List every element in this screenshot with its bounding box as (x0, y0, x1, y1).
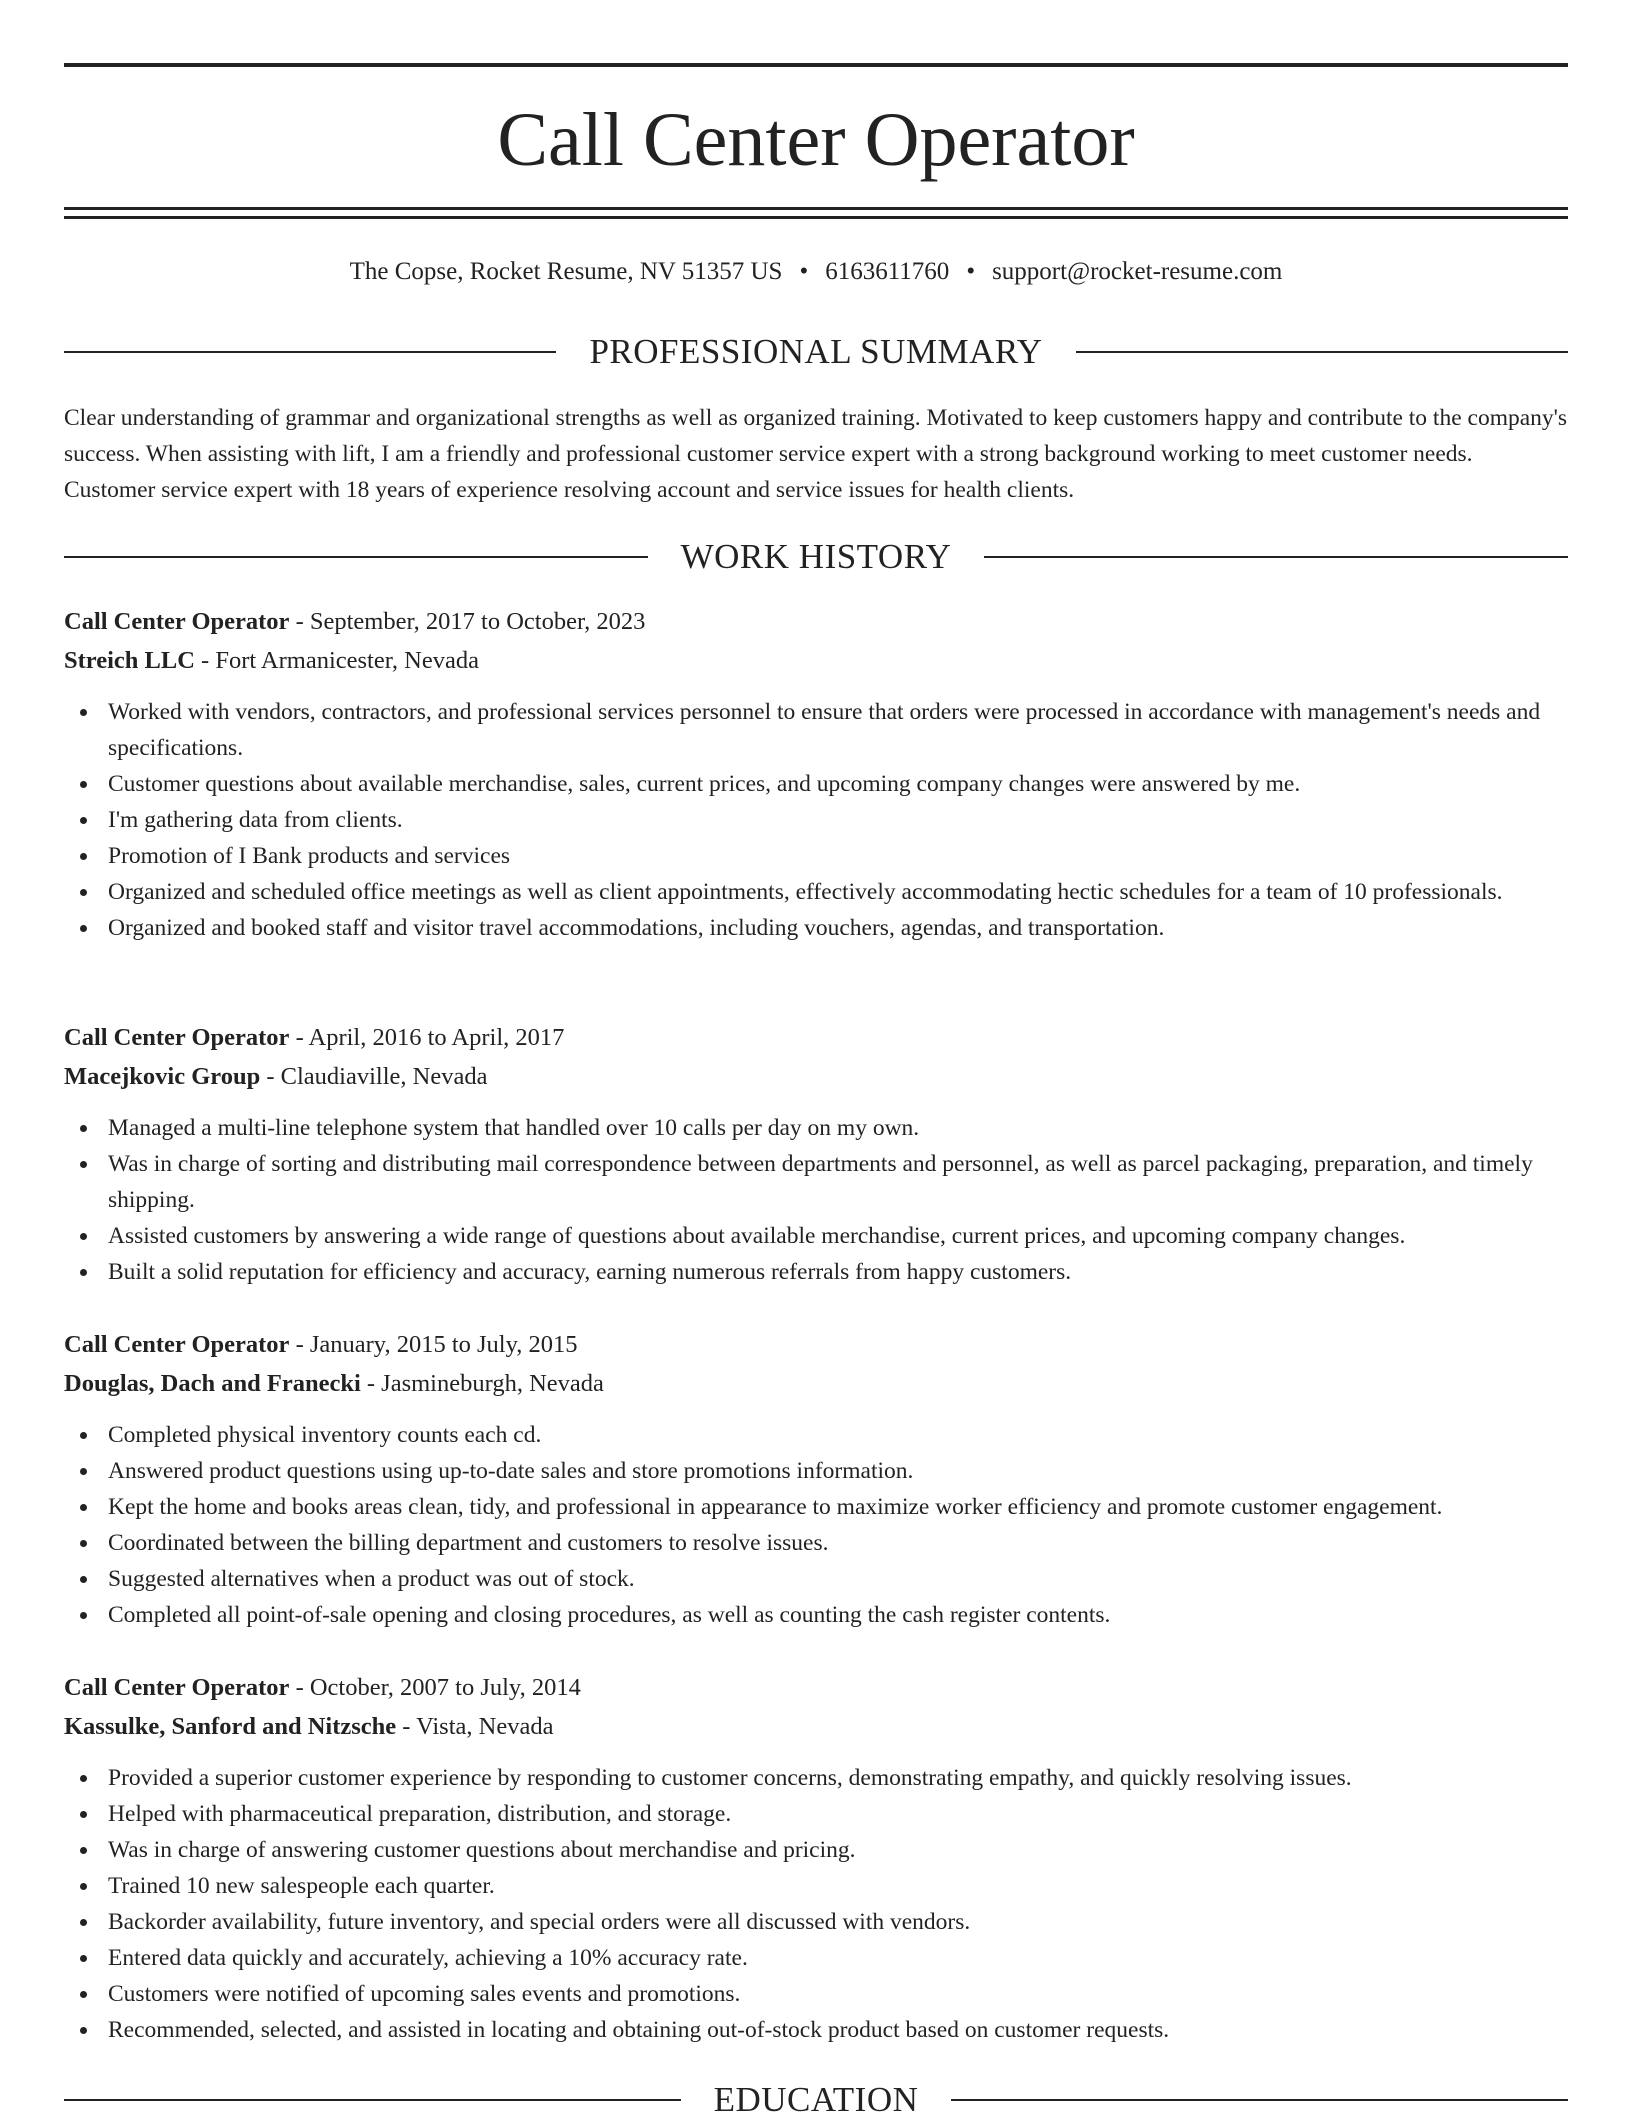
list-item: Kept the home and books areas clean, tidy, and professional in appearance to maximize worker efficiency and promote customer engagement. (64, 1489, 1568, 1525)
section-rule (984, 556, 1568, 558)
contact-separator: • (966, 258, 976, 285)
section-rule (1076, 351, 1568, 353)
job-role: Call Center Operator (64, 1331, 290, 1358)
list-item: Trained 10 new salespeople each quarter. (64, 1868, 1568, 1904)
section-rule (951, 2099, 1568, 2101)
job-dates: - October, 2007 to July, 2014 (289, 1674, 581, 1701)
contact-phone: 6163611760 (825, 258, 950, 285)
job-bullets (64, 1760, 1568, 2048)
job-dates: - January, 2015 to July, 2015 (289, 1331, 578, 1358)
job-location: - Fort Armanicester, Nevada (194, 647, 479, 674)
summary-text: Clear understanding of grammar and organizational strengths as well as organized training. Motivated to keep customers happy and contribute to the company's success. When assisting with lift, I am a friendly and professional customer service expert with a strong background working to meet customer needs. Customer service expert with 18 years of experience resolving account and service issues for health clients. (64, 405, 1568, 503)
contact-email: support@rocket-resume.com (992, 258, 1283, 285)
list-item: Helped with pharmaceutical preparation, distribution, and storage. (64, 1796, 1568, 1832)
list-item: Completed physical inventory counts each cd. (64, 1417, 1568, 1453)
list-item: Was in charge of sorting and distributing mail correspondence between departments and personnel, as well as parcel packaging, preparation, and timely shipping. (64, 1146, 1568, 1218)
job-company: Douglas, Dach and Franecki (64, 1370, 361, 1397)
section-heading-summary (64, 327, 1568, 377)
contact-address: The Copse, Rocket Resume, NV 51357 US (349, 258, 783, 285)
list-item: Provided a superior customer experience by responding to customer concerns, demonstrating empathy, and quickly resolving issues. (64, 1760, 1568, 1796)
list-item: Organized and booked staff and visitor travel accommodations, including vouchers, agendas, and transportation. (64, 910, 1568, 946)
list-item: Recommended, selected, and assisted in locating and obtaining out-of-stock product based on customer requests. (64, 2012, 1568, 2048)
job-entry (64, 1018, 1568, 1290)
resume-title: Call Center Operator (497, 98, 1135, 182)
list-item: Built a solid reputation for efficiency and accuracy, earning numerous referrals from happy customers. (64, 1254, 1568, 1290)
section-heading-education (64, 2075, 1568, 2125)
list-item: Entered data quickly and accurately, achieving a 10% accuracy rate. (64, 1940, 1568, 1976)
job-dates: - April, 2016 to April, 2017 (289, 1024, 565, 1051)
section-rule (64, 2099, 681, 2101)
job-entry (64, 1668, 1568, 2048)
list-item: Coordinated between the billing department and customers to resolve issues. (64, 1525, 1568, 1561)
job-entry (64, 1325, 1568, 1633)
list-item: Backorder availability, future inventory, and special orders were all discussed with vendors. (64, 1904, 1568, 1940)
list-item: Promotion of I Bank products and services (64, 838, 1568, 874)
job-role: Call Center Operator (64, 1024, 290, 1051)
job-location: - Jasmineburgh, Nevada (360, 1370, 604, 1397)
job-company-line (64, 641, 1568, 680)
list-item: Organized and scheduled office meetings as well as client appointments, effectively accommodating hectic schedules for a team of 10 professionals. (64, 874, 1568, 910)
job-title-line (64, 1668, 1568, 1707)
list-item: Answered product questions using up-to-date sales and store promotions information. (64, 1453, 1568, 1489)
job-bullets (64, 1417, 1568, 1633)
list-item: Customer questions about available merchandise, sales, current prices, and upcoming company changes were answered by me. (64, 766, 1568, 802)
job-company-line (64, 1707, 1568, 1746)
job-company: Streich LLC (64, 647, 195, 674)
list-item: Worked with vendors, contractors, and professional services personnel to ensure that orders were processed in accordance with management's needs and specifications. (64, 694, 1568, 766)
list-item: Managed a multi-line telephone system that handled over 10 calls per day on my own. (64, 1110, 1568, 1146)
section-rule (64, 351, 556, 353)
job-bullets (64, 1110, 1568, 1290)
job-company: Kassulke, Sanford and Nitzsche (64, 1713, 397, 1740)
top-rule (64, 63, 1568, 67)
section-title: EDUCATION (713, 2080, 919, 2119)
section-rule (64, 556, 648, 558)
contact-separator: • (799, 258, 809, 285)
list-item: Completed all point-of-sale opening and closing procedures, as well as counting the cash register contents. (64, 1597, 1568, 1633)
job-location: - Vista, Nevada (396, 1713, 554, 1740)
job-dates: - September, 2017 to October, 2023 (289, 608, 646, 635)
section-heading-work-history (64, 532, 1568, 582)
job-company-line (64, 1057, 1568, 1096)
section-title: PROFESSIONAL SUMMARY (589, 332, 1043, 371)
list-item: Customers were notified of upcoming sales events and promotions. (64, 1976, 1568, 2012)
list-item: Assisted customers by answering a wide range of questions about available merchandise, current prices, and upcoming company changes. (64, 1218, 1568, 1254)
list-item: Suggested alternatives when a product was out of stock. (64, 1561, 1568, 1597)
section-title: WORK HISTORY (680, 537, 952, 576)
list-item: Was in charge of answering customer questions about merchandise and pricing. (64, 1832, 1568, 1868)
job-location: - Claudiaville, Nevada (260, 1063, 488, 1090)
job-entry (64, 602, 1568, 946)
double-rule (64, 207, 1568, 219)
list-item: I'm gathering data from clients. (64, 802, 1568, 838)
job-title-line (64, 1018, 1568, 1057)
job-title-line (64, 1325, 1568, 1364)
job-bullets (64, 694, 1568, 946)
contact-line (64, 252, 1568, 292)
job-company: Macejkovic Group (64, 1063, 261, 1090)
job-title-line (64, 602, 1568, 641)
job-role: Call Center Operator (64, 1674, 290, 1701)
job-company-line (64, 1364, 1568, 1403)
job-role: Call Center Operator (64, 608, 290, 635)
